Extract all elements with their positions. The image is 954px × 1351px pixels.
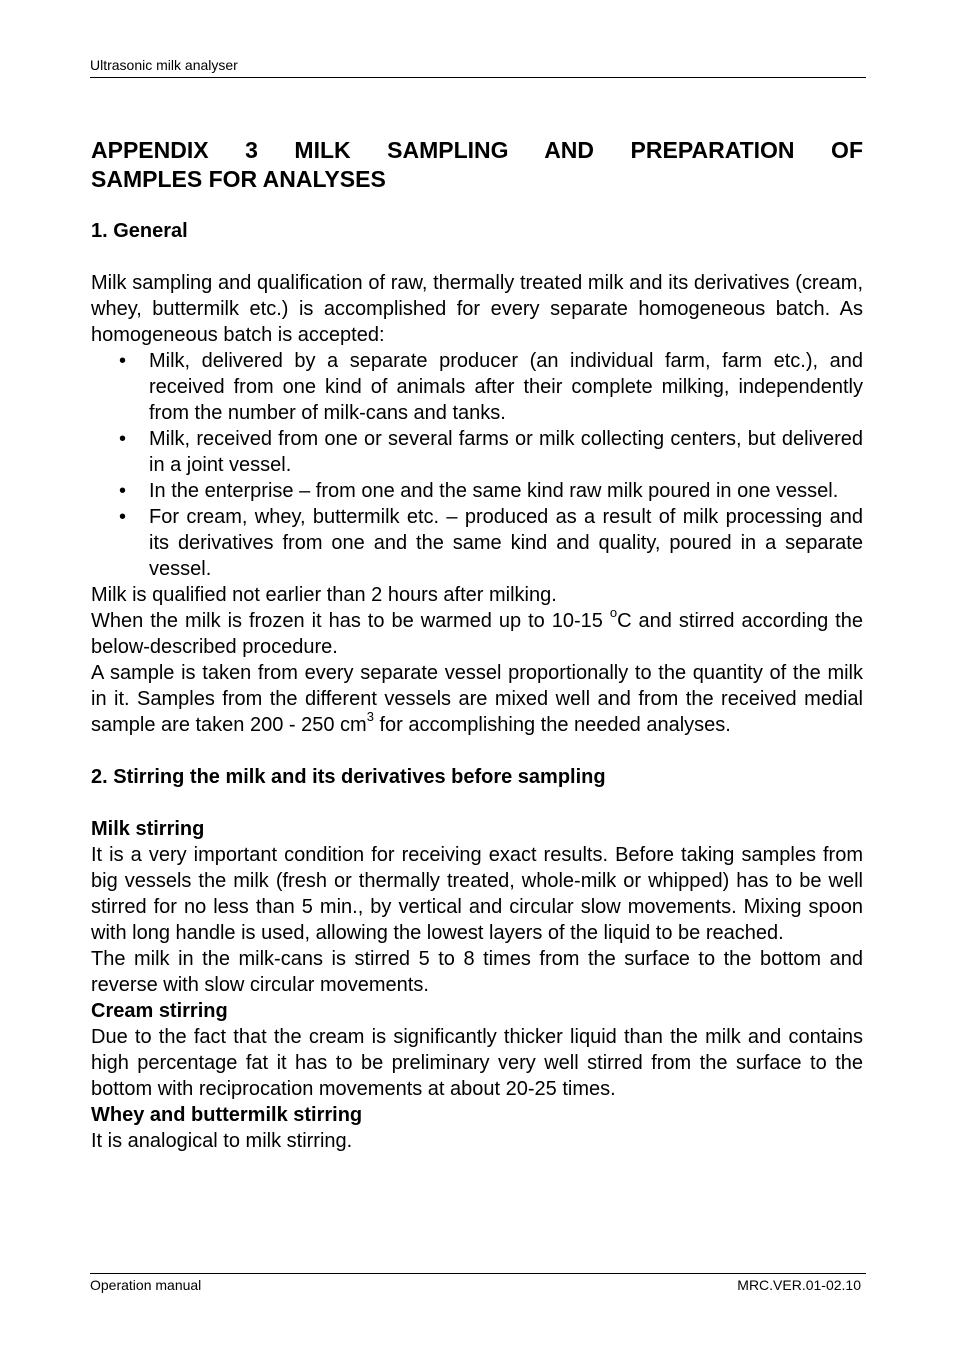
frozen-text-b: C and stirred according the below-described procedure. <box>91 610 863 658</box>
appendix-title <box>91 136 863 194</box>
list-item <box>91 348 863 426</box>
sample-text-a: A sample is taken from every separate vessel proportionally to the quantity of the milk in it. Samples from the different vessels are mixed well and from the received medial sample are taken 200 - 250 cm <box>91 662 863 736</box>
cream-stirring-paragraph: Due to the fact that the cream is significantly thicker liquid than the milk and contains high percentage fat it has to be preliminary very well stirred from the surface to the bottom with reciprocation movements at about 20-25 times. <box>91 1026 863 1100</box>
frozen-text-a: When the milk is frozen it has to be warmed up to 10-15 <box>91 610 610 632</box>
list-item <box>91 478 863 504</box>
bullet-icon: • <box>119 350 127 372</box>
bullet-icon: • <box>119 480 127 502</box>
sample-paragraph <box>91 660 863 738</box>
page-header <box>90 56 866 78</box>
list-item-text: For cream, whey, buttermilk etc. – produced as a result of milk processing and its derivatives from one and the same kind and quality, poured in a separate vessel. <box>149 506 863 580</box>
whey-stirring-paragraph: It is analogical to milk stirring. <box>91 1130 353 1152</box>
degree-superscript: o <box>609 605 618 621</box>
cubic-superscript: 3 <box>366 709 374 725</box>
frozen-paragraph <box>91 605 863 660</box>
list-item-text: Milk, delivered by a separate producer (an individual farm, farm etc.), and received from one kind of animals after their complete milking, independently from the number of milk-cans and tanks. <box>149 350 863 424</box>
page-content <box>91 136 863 1154</box>
section-general-heading: 1. General <box>91 220 188 242</box>
cream-stirring-heading: Cream stirring <box>91 1000 228 1022</box>
header-title: Ultrasonic milk analyser <box>90 57 238 73</box>
list-item-text: In the enterprise – from one and the same kind raw milk poured in one vessel. <box>149 480 839 502</box>
footer-right: MRC.VER.01-02.10 <box>737 1277 861 1293</box>
list-item <box>91 426 863 478</box>
appendix-title-line-1: APPENDIX 3 MILK SAMPLING AND PREPARATION OF <box>91 137 863 163</box>
list-item <box>91 504 863 582</box>
milk-stirring-heading: Milk stirring <box>91 818 205 840</box>
bullet-icon: • <box>119 506 127 528</box>
sample-text-b: for accomplishing the needed analyses. <box>373 714 731 736</box>
milk-stirring-paragraph-2: The milk in the milk-cans is stirred 5 to 8 times from the surface to the bottom and reverse with slow circular movements. <box>91 948 863 996</box>
page-footer <box>90 1273 866 1294</box>
general-intro-paragraph: Milk sampling and qualification of raw, thermally treated milk and its derivatives (cream, whey, buttermilk etc.) is accomplished for every separate homogeneous batch. As homogeneous batch is accepted: <box>91 272 863 346</box>
batch-list <box>91 348 863 582</box>
bullet-icon: • <box>119 428 127 450</box>
whey-stirring-heading: Whey and buttermilk stirring <box>91 1104 363 1126</box>
milk-stirring-paragraph-1: It is a very important condition for receiving exact results. Before taking samples from big vessels the milk (fresh or thermally treated, whole-milk or whipped) has to be well stirred for no less than 5 min., by vertical and circular slow movements. Mixing spoon with long handle is used, allowing the lowest layers of the liquid to be reached. <box>91 844 863 944</box>
appendix-title-line-2: SAMPLES FOR ANALYSES <box>91 166 386 192</box>
list-item-text: Milk, received from one or several farms or milk collecting centers, but delivered in a joint vessel. <box>149 428 863 476</box>
footer-left: Operation manual <box>90 1277 202 1293</box>
section-stirring-heading: 2. Stirring the milk and its derivatives before sampling <box>91 766 606 788</box>
qualified-paragraph: Milk is qualified not earlier than 2 hours after milking. <box>91 584 557 606</box>
